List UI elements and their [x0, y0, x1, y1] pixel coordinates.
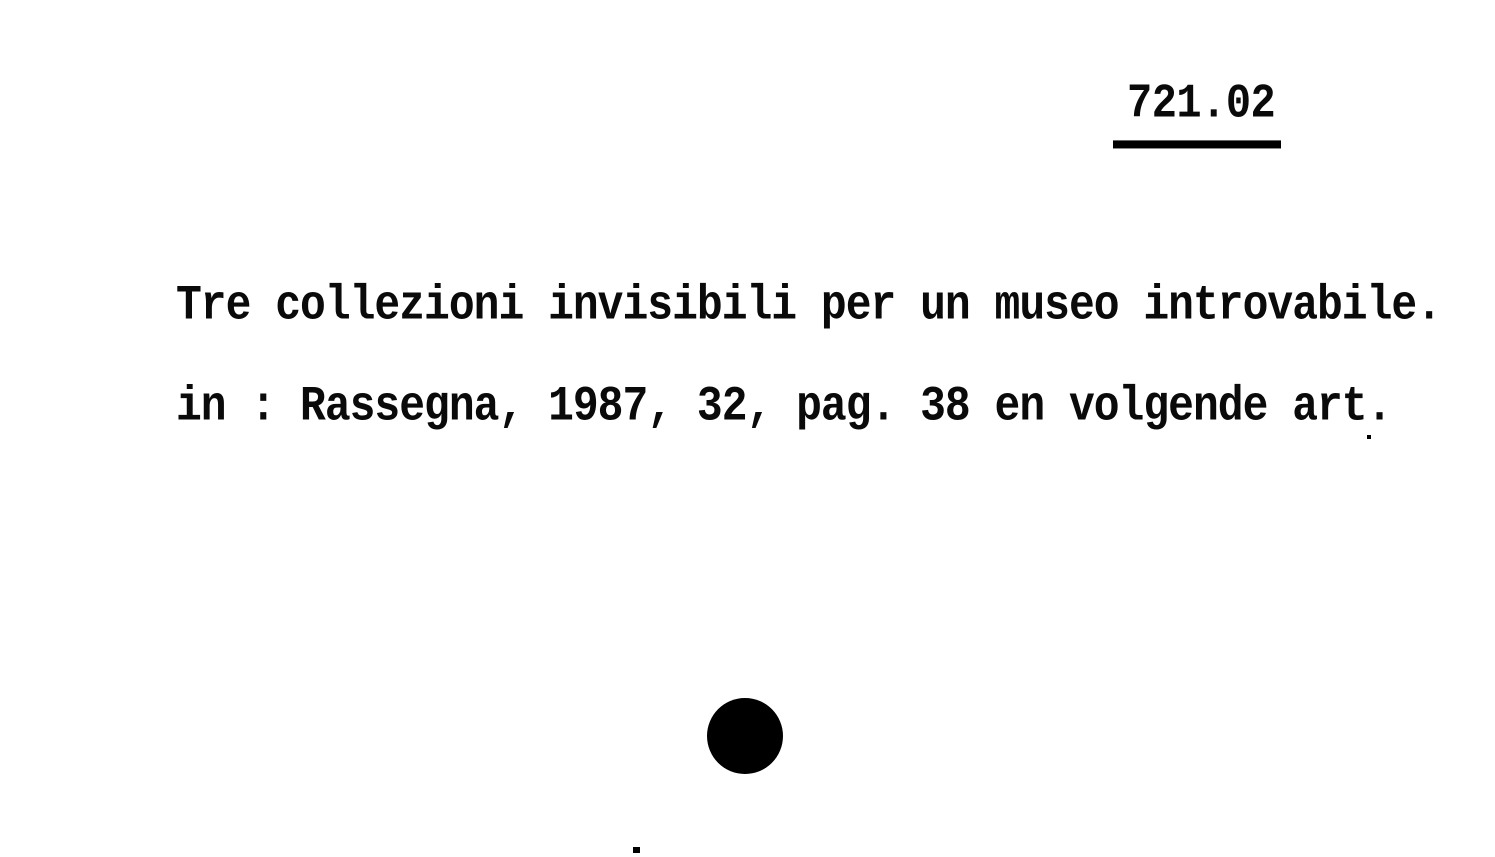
citation-line: in : Rassegna, 1987, 32, pag. 38 en volgende art.	[176, 378, 1392, 435]
punch-hole-mark	[707, 698, 783, 774]
classification-number: 721.02	[1113, 76, 1281, 148]
speck-mark	[633, 847, 640, 853]
title-line: Tre collezioni invisibili per un museo introvabile.	[176, 277, 1442, 334]
speck-mark	[1367, 435, 1371, 439]
